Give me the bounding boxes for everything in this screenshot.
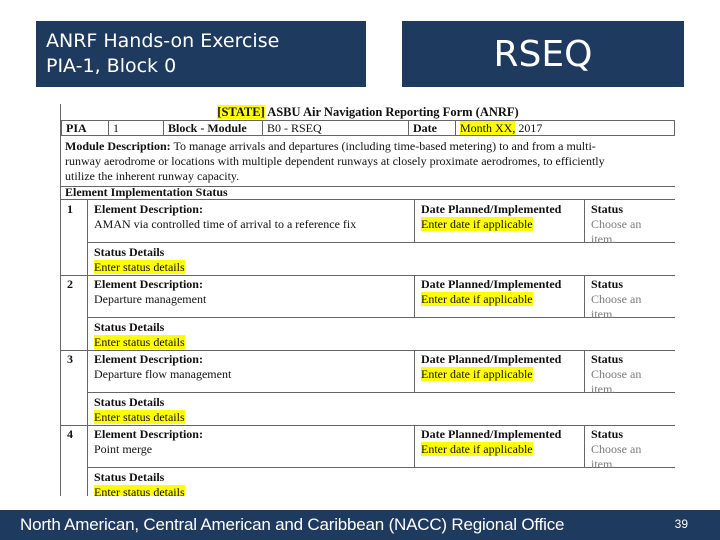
date-planned-field[interactable]: Enter date if applicable xyxy=(421,292,533,306)
element-number: 2 xyxy=(67,277,73,291)
status-choice-line2[interactable]: item. xyxy=(591,457,616,471)
element-description-cell xyxy=(87,350,414,393)
date-planned-cell xyxy=(414,350,584,393)
status-details-cell xyxy=(87,243,675,275)
module-description-line1: To manage arrivals and departures (including time-based metering) to and from a multi- xyxy=(173,139,596,153)
status-cell[interactable] xyxy=(584,425,675,471)
date-planned-label: Date Planned/Implemented xyxy=(421,202,562,216)
element-description-cell xyxy=(87,425,414,468)
element-block-2 xyxy=(61,275,675,351)
pia-value: 1 xyxy=(109,121,164,136)
element-block-1 xyxy=(61,200,675,276)
status-choice-line2[interactable]: item. xyxy=(591,232,616,246)
status-details-field[interactable]: Enter status details xyxy=(94,335,185,349)
date-planned-label: Date Planned/Implemented xyxy=(421,277,562,291)
status-details-cell xyxy=(87,393,675,425)
footer-office-name: North American, Central American and Caribbean (NACC) Regional Office xyxy=(20,515,565,534)
date-planned-cell xyxy=(414,275,584,318)
slide-title-line1: ANRF Hands-on Exercise xyxy=(46,30,280,52)
status-label: Status xyxy=(591,352,624,366)
element-number: 4 xyxy=(67,427,73,441)
element-number: 3 xyxy=(67,352,73,366)
element-description-label: Element Description: xyxy=(94,427,203,441)
date-year: 2017 xyxy=(518,121,543,135)
element-description: AMAN via controlled time of arrival to a reference fix xyxy=(94,217,357,231)
form-header xyxy=(61,104,675,120)
block-module-label: Block - Module xyxy=(164,121,263,136)
slide-heading-box xyxy=(402,21,684,87)
status-details-cell xyxy=(87,318,675,350)
status-cell[interactable] xyxy=(584,275,675,321)
element-status-heading: Element Implementation Status xyxy=(61,185,675,200)
status-choice-line1[interactable]: Choose an xyxy=(591,217,642,231)
date-cell xyxy=(456,121,675,136)
status-details-label: Status Details xyxy=(94,245,165,259)
status-details-label: Status Details xyxy=(94,470,165,484)
status-details-label: Status Details xyxy=(94,320,165,334)
status-details-label: Status Details xyxy=(94,395,165,409)
element-description-cell xyxy=(87,200,414,243)
element-description: Departure flow management xyxy=(94,367,232,381)
status-label: Status xyxy=(591,427,624,441)
module-description-line2: runway aerodrome or locations with multiple dependent runways at closely proximate aerodromes, to efficiently xyxy=(65,154,605,168)
date-planned-field[interactable]: Enter date if applicable xyxy=(421,367,533,381)
state-field[interactable]: [STATE] xyxy=(217,105,265,119)
slide-heading: RSEQ xyxy=(493,33,593,75)
footer-bar xyxy=(0,510,720,540)
block-module-value: B0 - RSEQ xyxy=(263,121,409,136)
date-planned-label: Date Planned/Implemented xyxy=(421,352,562,366)
form-title: ASBU Air Navigation Reporting Form (ANRF) xyxy=(267,105,519,119)
date-planned-cell xyxy=(414,200,584,243)
element-number: 1 xyxy=(67,202,73,216)
pia-row xyxy=(61,120,675,136)
slide-title-box xyxy=(36,21,366,87)
element-description-cell xyxy=(87,275,414,318)
date-planned-field[interactable]: Enter date if applicable xyxy=(421,442,533,456)
module-description-line3: utilize the inherent runway capacity. xyxy=(65,169,240,183)
date-planned-label: Date Planned/Implemented xyxy=(421,427,562,441)
status-label: Status xyxy=(591,202,624,216)
pia-label: PIA xyxy=(62,121,109,136)
status-choice-line1[interactable]: Choose an xyxy=(591,292,642,306)
status-label: Status xyxy=(591,277,624,291)
status-choice-line1[interactable]: Choose an xyxy=(591,442,642,456)
status-details-field[interactable]: Enter status details xyxy=(94,410,185,424)
date-value-field[interactable]: Month XX, xyxy=(460,121,516,135)
status-details-cell xyxy=(87,468,675,496)
element-description-label: Element Description: xyxy=(94,352,203,366)
element-description: Departure management xyxy=(94,292,207,306)
status-cell[interactable] xyxy=(584,350,675,396)
status-choice-line2[interactable]: item. xyxy=(591,382,616,396)
element-description-label: Element Description: xyxy=(94,202,203,216)
status-choice-line1[interactable]: Choose an xyxy=(591,367,642,381)
page-number: 39 xyxy=(674,517,688,531)
status-choice-line2[interactable]: item. xyxy=(591,307,616,321)
module-description xyxy=(61,137,675,187)
module-description-label: Module Description: xyxy=(65,139,171,153)
status-cell[interactable] xyxy=(584,200,675,246)
date-label: Date xyxy=(409,121,456,136)
element-block-3 xyxy=(61,350,675,426)
element-block-4 xyxy=(61,425,675,496)
slide-title-line2: PIA-1, Block 0 xyxy=(46,55,177,77)
date-planned-cell xyxy=(414,425,584,468)
status-details-field[interactable]: Enter status details xyxy=(94,260,185,274)
status-details-field[interactable]: Enter status details xyxy=(94,485,185,496)
element-description-label: Element Description: xyxy=(94,277,203,291)
anrf-form xyxy=(60,104,675,496)
element-description: Point merge xyxy=(94,442,153,456)
date-planned-field[interactable]: Enter date if applicable xyxy=(421,217,533,231)
